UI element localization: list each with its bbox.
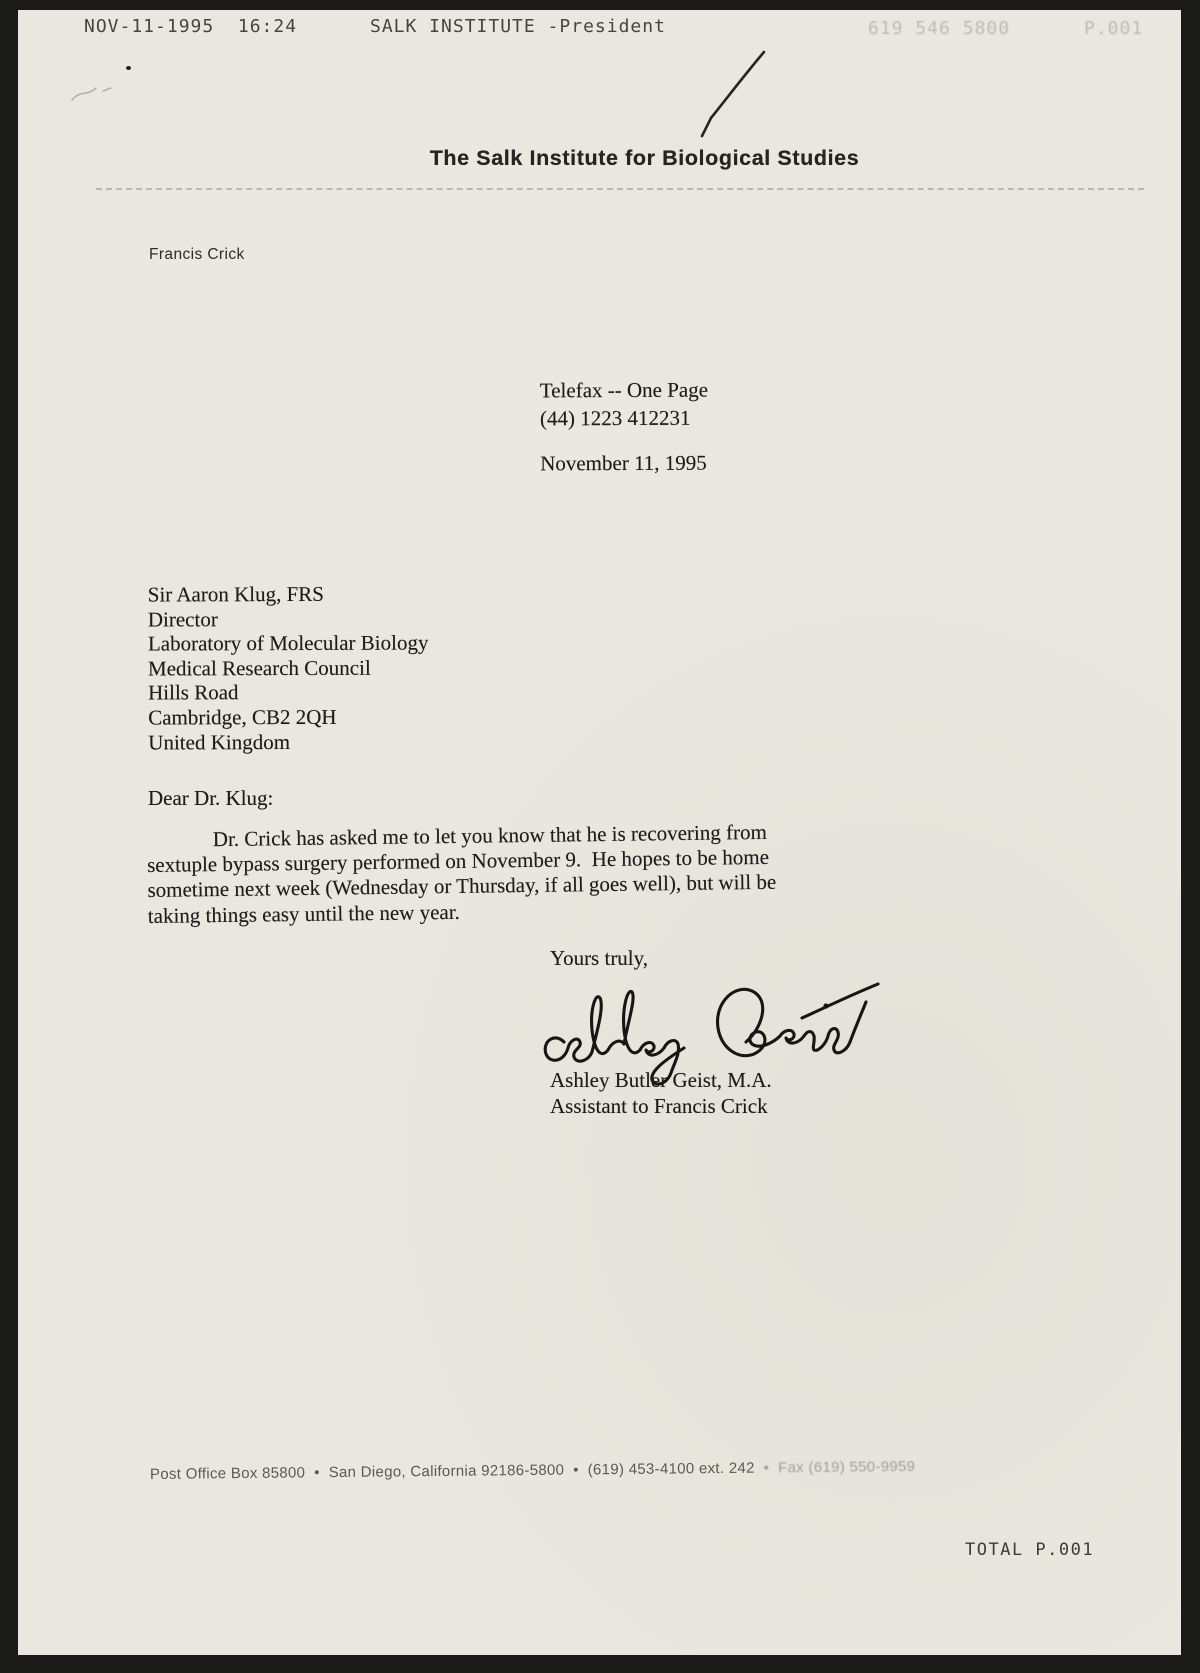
footer-address-phone: Post Office Box 85800 • San Diego, California 92186-5800 • (619) 453-4100 ext. 242	[149, 1459, 764, 1483]
telefax-line: Telefax -- One Page	[539, 377, 709, 403]
signer-name: Ashley Butler Geist, M.A.	[550, 1068, 772, 1092]
letterhead-rule	[96, 188, 1144, 190]
recipient-line: Cambridge, CB2 2QH	[148, 704, 337, 730]
recipient-line: Director	[147, 606, 218, 632]
fax-header-remote-number: 619 546 5800	[868, 18, 1011, 39]
body-line: Dr. Crick has asked me to let you know that he is recovering from	[212, 819, 767, 852]
fax-number-line: (44) 1223 412231	[539, 405, 691, 431]
letter-paper	[18, 10, 1181, 1655]
letterhead-footer	[150, 1457, 1050, 1483]
body-line: sextuple bypass surgery performed on November 9. He hopes to be home	[147, 845, 770, 878]
valediction: Yours truly,	[550, 946, 649, 970]
ink-speck	[126, 66, 131, 70]
signer-block	[550, 1068, 772, 1119]
letterhead-title: The Salk Institute for Biological Studies	[429, 146, 860, 170]
body-line: taking things easy until the new year.	[147, 899, 460, 928]
recipient-line: Sir Aaron Klug, FRS	[147, 581, 324, 607]
signer-title: Assistant to Francis Crick	[550, 1093, 768, 1118]
fax-total-pages: TOTAL P.001	[965, 1540, 1095, 1560]
recipient-line: Laboratory of Molecular Biology	[147, 630, 429, 656]
recipient-annotation: Francis Crick	[149, 246, 245, 263]
salutation: Dear Dr. Klug:	[148, 786, 274, 810]
footer-fax-number: • Fax (619) 550-9959	[763, 1457, 916, 1477]
recipient-line: Hills Road	[148, 680, 239, 705]
body-paragraph	[147, 818, 938, 929]
recipient-line: Medical Research Council	[147, 655, 371, 681]
recipient-line: United Kingdom	[148, 729, 291, 755]
letter-date: November 11, 1995	[540, 450, 707, 476]
fax-header-sender: SALK INSTITUTE -President	[370, 16, 666, 37]
body-line: sometime next week (Wednesday or Thursday, if all goes well), but will be	[147, 870, 777, 903]
recipient-address-block	[148, 582, 429, 755]
checkmark-annotation-icon	[694, 50, 786, 146]
pencil-mark	[70, 80, 128, 106]
fax-meta-block	[540, 376, 709, 478]
fax-header-page-indicator: P.001	[1084, 18, 1144, 39]
fax-header-datetime: NOV-11-1995 16:24	[84, 16, 298, 37]
